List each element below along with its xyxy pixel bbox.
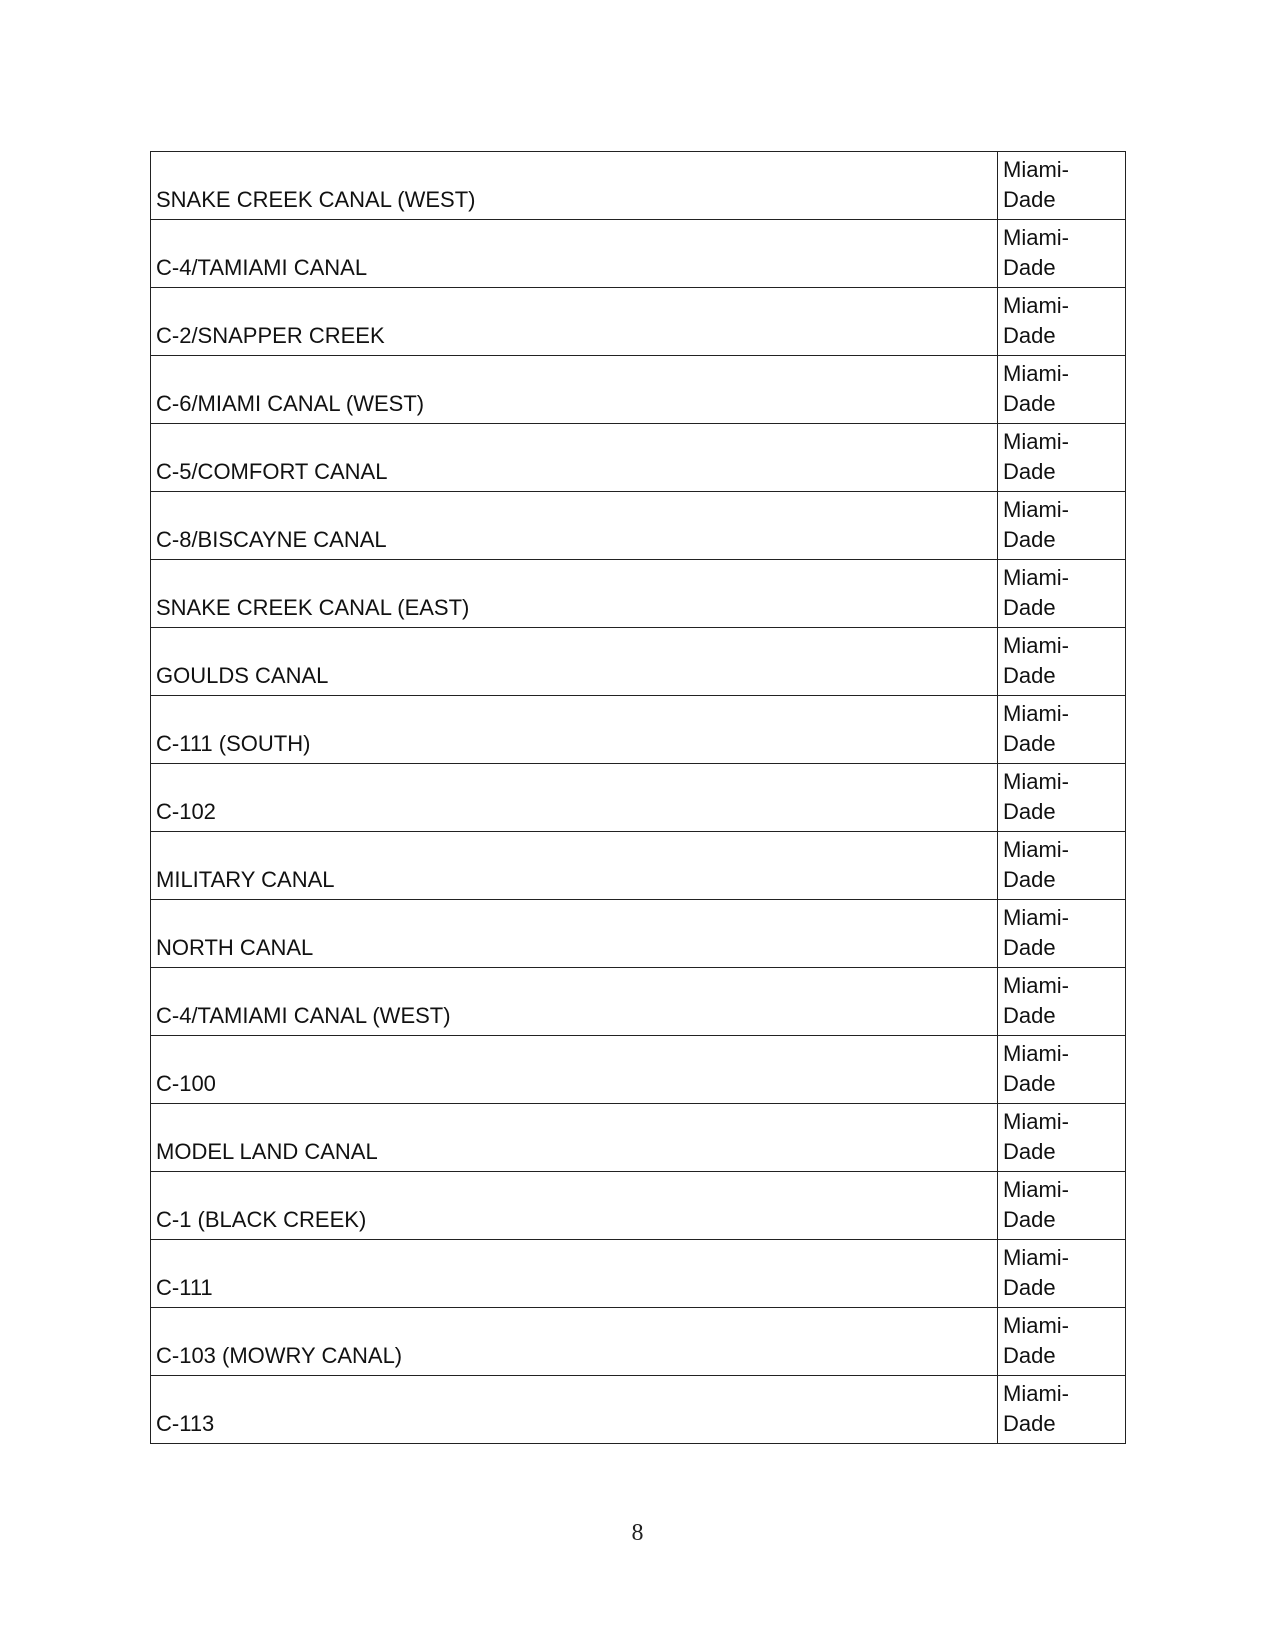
canal-name-cell: C-4/TAMIAMI CANAL (WEST) (151, 968, 998, 1036)
county-line-1: Miami- (1003, 633, 1069, 658)
page-number: 8 (631, 1520, 644, 1546)
table-row (151, 1104, 1126, 1172)
canal-name-cell: MILITARY CANAL (151, 832, 998, 900)
county-line-2: Dade (1003, 935, 1056, 960)
county-cell (998, 764, 1126, 832)
table-row (151, 1308, 1126, 1376)
table-row (151, 696, 1126, 764)
county-cell (998, 356, 1126, 424)
county-line-1: Miami- (1003, 1381, 1069, 1406)
table-row (151, 628, 1126, 696)
table-row (151, 424, 1126, 492)
table-row (151, 764, 1126, 832)
canal-name-cell: C-6/MIAMI CANAL (WEST) (151, 356, 998, 424)
county-line-2: Dade (1003, 1411, 1056, 1436)
canal-name-cell: C-2/SNAPPER CREEK (151, 288, 998, 356)
county-line-2: Dade (1003, 799, 1056, 824)
county-line-2: Dade (1003, 527, 1056, 552)
county-cell (998, 560, 1126, 628)
county-line-1: Miami- (1003, 1109, 1069, 1134)
county-cell (998, 1036, 1126, 1104)
county-line-1: Miami- (1003, 225, 1069, 250)
county-cell (998, 628, 1126, 696)
county-line-1: Miami- (1003, 701, 1069, 726)
canal-name-cell: C-111 (151, 1240, 998, 1308)
table-row (151, 356, 1126, 424)
table-row (151, 288, 1126, 356)
canal-name-cell: GOULDS CANAL (151, 628, 998, 696)
county-cell (998, 1308, 1126, 1376)
county-cell (998, 492, 1126, 560)
table-row (151, 900, 1126, 968)
county-cell (998, 152, 1126, 220)
county-line-2: Dade (1003, 731, 1056, 756)
county-line-2: Dade (1003, 1003, 1056, 1028)
county-line-1: Miami- (1003, 973, 1069, 998)
canal-name-cell: C-8/BISCAYNE CANAL (151, 492, 998, 560)
county-line-2: Dade (1003, 1207, 1056, 1232)
county-line-2: Dade (1003, 187, 1056, 212)
county-line-2: Dade (1003, 1071, 1056, 1096)
county-line-1: Miami- (1003, 1177, 1069, 1202)
table-row (151, 968, 1126, 1036)
county-cell (998, 424, 1126, 492)
county-line-2: Dade (1003, 867, 1056, 892)
table-row (151, 1240, 1126, 1308)
county-line-2: Dade (1003, 255, 1056, 280)
county-line-1: Miami- (1003, 293, 1069, 318)
county-line-1: Miami- (1003, 565, 1069, 590)
county-cell (998, 220, 1126, 288)
table-row (151, 220, 1126, 288)
county-line-2: Dade (1003, 1275, 1056, 1300)
canal-name-cell: NORTH CANAL (151, 900, 998, 968)
county-cell (998, 900, 1126, 968)
county-cell (998, 968, 1126, 1036)
table-row (151, 1376, 1126, 1444)
county-cell (998, 1240, 1126, 1308)
county-cell (998, 1104, 1126, 1172)
county-line-1: Miami- (1003, 905, 1069, 930)
canal-name-cell: SNAKE CREEK CANAL (EAST) (151, 560, 998, 628)
county-cell (998, 1172, 1126, 1240)
canal-name-cell: C-4/TAMIAMI CANAL (151, 220, 998, 288)
county-line-1: Miami- (1003, 769, 1069, 794)
canal-name-cell: C-100 (151, 1036, 998, 1104)
canal-name-cell: C-1 (BLACK CREEK) (151, 1172, 998, 1240)
canal-name-cell: C-5/COMFORT CANAL (151, 424, 998, 492)
table-row (151, 152, 1126, 220)
table-row (151, 1036, 1126, 1104)
county-line-1: Miami- (1003, 429, 1069, 454)
county-line-2: Dade (1003, 1139, 1056, 1164)
county-cell (998, 288, 1126, 356)
county-line-1: Miami- (1003, 361, 1069, 386)
county-cell (998, 1376, 1126, 1444)
canal-name-cell: SNAKE CREEK CANAL (WEST) (151, 152, 998, 220)
canal-table-body (151, 152, 1126, 1444)
canal-name-cell: C-103 (MOWRY CANAL) (151, 1308, 998, 1376)
county-cell (998, 696, 1126, 764)
county-line-2: Dade (1003, 391, 1056, 416)
county-line-1: Miami- (1003, 1041, 1069, 1066)
county-line-2: Dade (1003, 1343, 1056, 1368)
county-line-1: Miami- (1003, 837, 1069, 862)
table-row (151, 492, 1126, 560)
county-line-1: Miami- (1003, 1313, 1069, 1338)
canal-name-cell: C-113 (151, 1376, 998, 1444)
county-line-2: Dade (1003, 459, 1056, 484)
county-line-2: Dade (1003, 595, 1056, 620)
county-line-1: Miami- (1003, 497, 1069, 522)
table-row (151, 1172, 1126, 1240)
county-line-1: Miami- (1003, 1245, 1069, 1270)
table-row (151, 832, 1126, 900)
county-cell (998, 832, 1126, 900)
county-line-1: Miami- (1003, 157, 1069, 182)
canal-table (150, 151, 1126, 1444)
canal-name-cell: MODEL LAND CANAL (151, 1104, 998, 1172)
table-row (151, 560, 1126, 628)
county-line-2: Dade (1003, 663, 1056, 688)
county-line-2: Dade (1003, 323, 1056, 348)
canal-name-cell: C-111 (SOUTH) (151, 696, 998, 764)
canal-name-cell: C-102 (151, 764, 998, 832)
